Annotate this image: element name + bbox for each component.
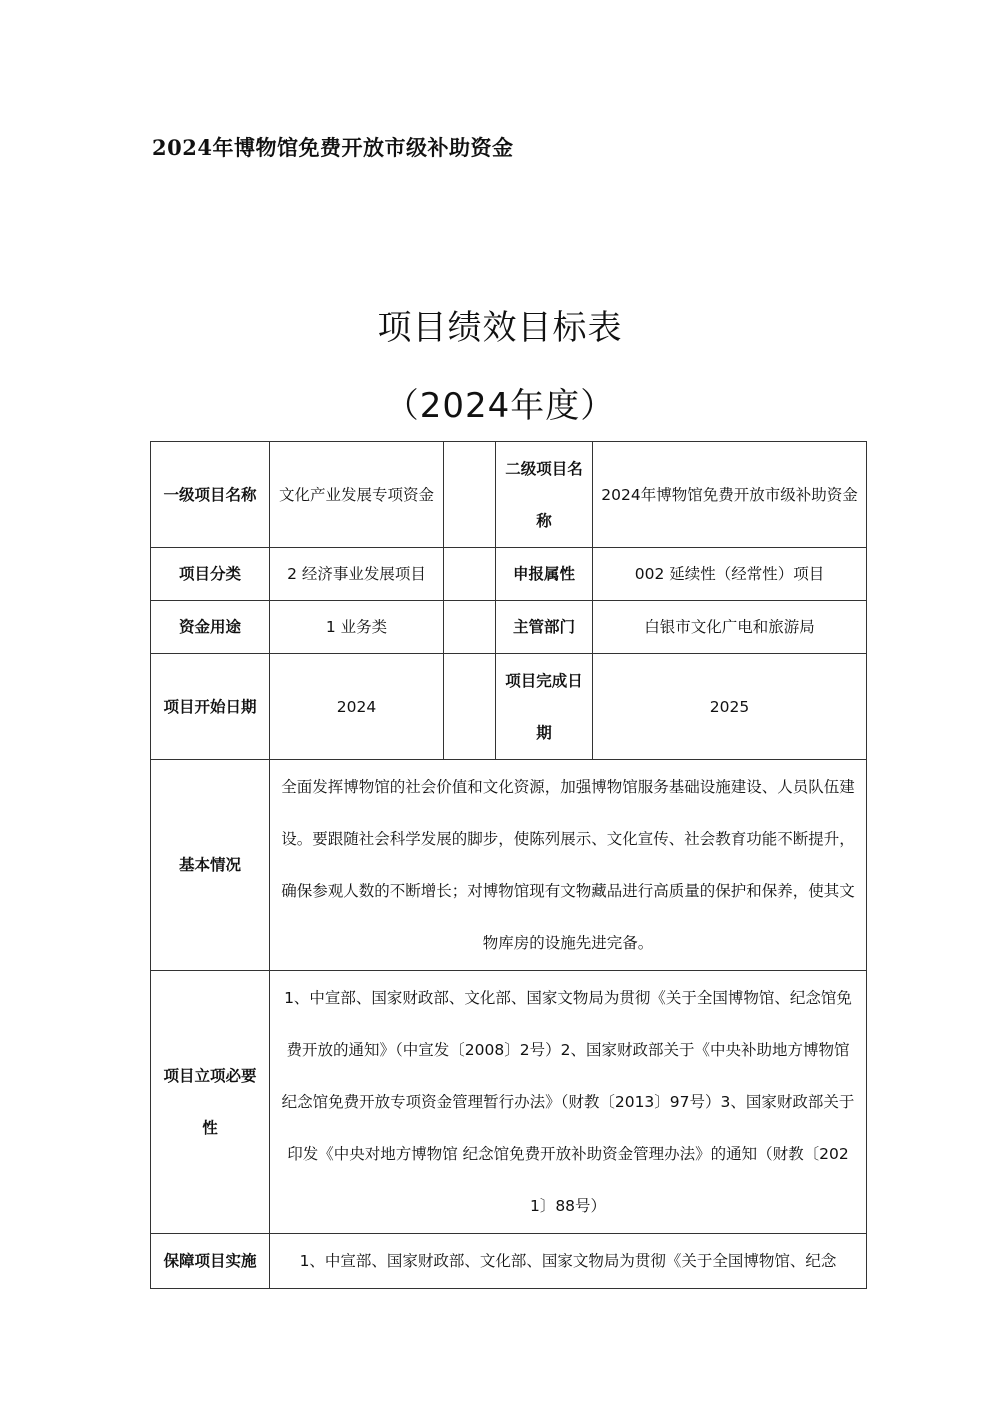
label-guarantee: 保障项目实施 [151,1234,270,1289]
spacer-cell [444,601,496,654]
value-basic-info: 全面发挥博物馆的社会价值和文化资源，加强博物馆服务基础设施建设、人员队伍建设。要跟随社会科学发展的脚步，使陈列展示、文化宣传、社会教育功能不断提升，确保参观人数的不断增长；对博物馆现有文物藏品进行高质量的保护和保养，使其文物库房的设施先进完备。 [270,760,867,971]
label-fund-usage: 资金用途 [151,601,270,654]
label-project-category: 项目分类 [151,548,270,601]
label-department: 主管部门 [496,601,593,654]
label-level1-project: 一级项目名称 [151,442,270,548]
value-level2-project: 2024年博物馆免费开放市级补助资金 [593,442,867,548]
table-row [151,971,867,1234]
value-start-date: 2024 [270,654,444,760]
spacer-cell [444,442,496,548]
spacer-cell [444,654,496,760]
label-level2-project: 二级项目名称 [496,442,593,548]
value-level1-project: 文化产业发展专项资金 [270,442,444,548]
document-heading: 2024年博物馆免费开放市级补助资金 [152,135,514,160]
performance-target-table [150,441,867,1289]
table-row [151,442,867,548]
label-end-date: 项目完成日期 [496,654,593,760]
label-basic-info: 基本情况 [151,760,270,971]
label-necessity: 项目立项必要性 [151,971,270,1234]
value-project-category: 2 经济事业发展项目 [270,548,444,601]
value-end-date: 2025 [593,654,867,760]
value-department: 白银市文化广电和旅游局 [593,601,867,654]
table-row [151,601,867,654]
label-start-date: 项目开始日期 [151,654,270,760]
table-row [151,548,867,601]
value-necessity: 1、中宣部、国家财政部、文化部、国家文物局为贯彻《关于全国博物馆、纪念馆免费开放的通知》（中宣发〔2008〕2号）2、国家财政部关于《中央补助地方博物馆纪念馆免费开放专项资金管理暂行办法》（财教〔2013〕97号）3、国家财政部关于印发《中央对地方博物馆 纪念馆免费开放补助资金管理办法》的通知（财教〔2021〕88号） [270,971,867,1234]
value-declaration-attribute: 002 延续性（经常性）项目 [593,548,867,601]
value-guarantee: 1、中宣部、国家财政部、文化部、国家文物局为贯彻《关于全国博物馆、纪念 [270,1234,867,1289]
page-title: 项目绩效目标表 [377,308,623,348]
label-declaration-attribute: 申报属性 [496,548,593,601]
spacer-cell [444,548,496,601]
page-subtitle: （2024年度） [384,386,616,426]
table-row [151,760,867,971]
table-row [151,654,867,760]
table-row [151,1234,867,1289]
value-fund-usage: 1 业务类 [270,601,444,654]
